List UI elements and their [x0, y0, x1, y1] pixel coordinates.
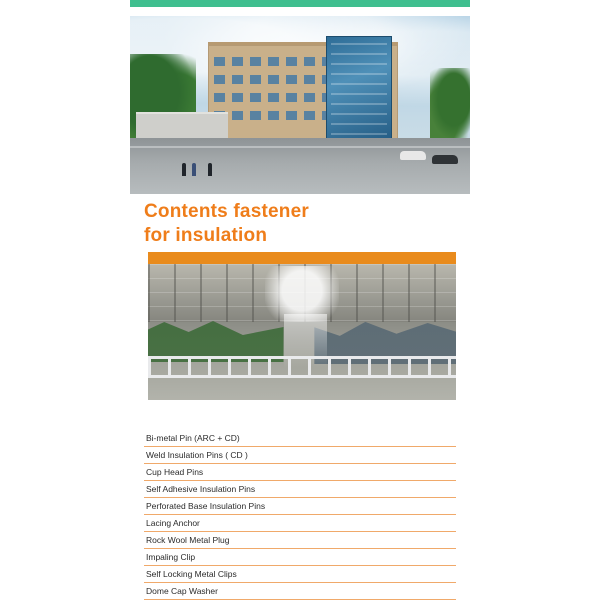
- car-icon: [432, 155, 458, 164]
- page-title-line-1: Contents fastener: [144, 201, 309, 222]
- contents-list: [144, 430, 456, 600]
- list-item[interactable]: Cup Head Pins: [144, 464, 456, 481]
- list-item[interactable]: Rock Wool Metal Plug: [144, 532, 456, 549]
- list-item[interactable]: Self Adhesive Insulation Pins: [144, 481, 456, 498]
- page-title-line-2: for insulation: [144, 225, 268, 247]
- person-icon: [192, 163, 196, 176]
- list-item[interactable]: Lacing Anchor: [144, 515, 456, 532]
- glass-facade-wing: [326, 36, 392, 142]
- list-item[interactable]: Self Locking Metal Clips: [144, 566, 456, 583]
- safety-railing: [148, 356, 456, 378]
- list-item[interactable]: Weld Insulation Pins ( CD ): [144, 447, 456, 464]
- car-icon: [400, 151, 426, 160]
- roof-accent-band: [148, 252, 456, 264]
- list-item[interactable]: Perforated Base Insulation Pins: [144, 498, 456, 515]
- parking-lot-ground: [130, 138, 470, 194]
- tree-cluster-right-icon: [430, 68, 470, 138]
- list-item[interactable]: Impaling Clip: [144, 549, 456, 566]
- top-accent-bar: [130, 0, 470, 7]
- list-item[interactable]: Bi-metal Pin (ARC + CD): [144, 430, 456, 447]
- person-icon: [208, 163, 212, 176]
- company-building-photo: [130, 16, 470, 194]
- person-icon: [182, 163, 186, 176]
- list-item[interactable]: Dome Cap Washer: [144, 583, 456, 600]
- page-title: [144, 200, 474, 249]
- factory-interior-photo: [148, 252, 456, 400]
